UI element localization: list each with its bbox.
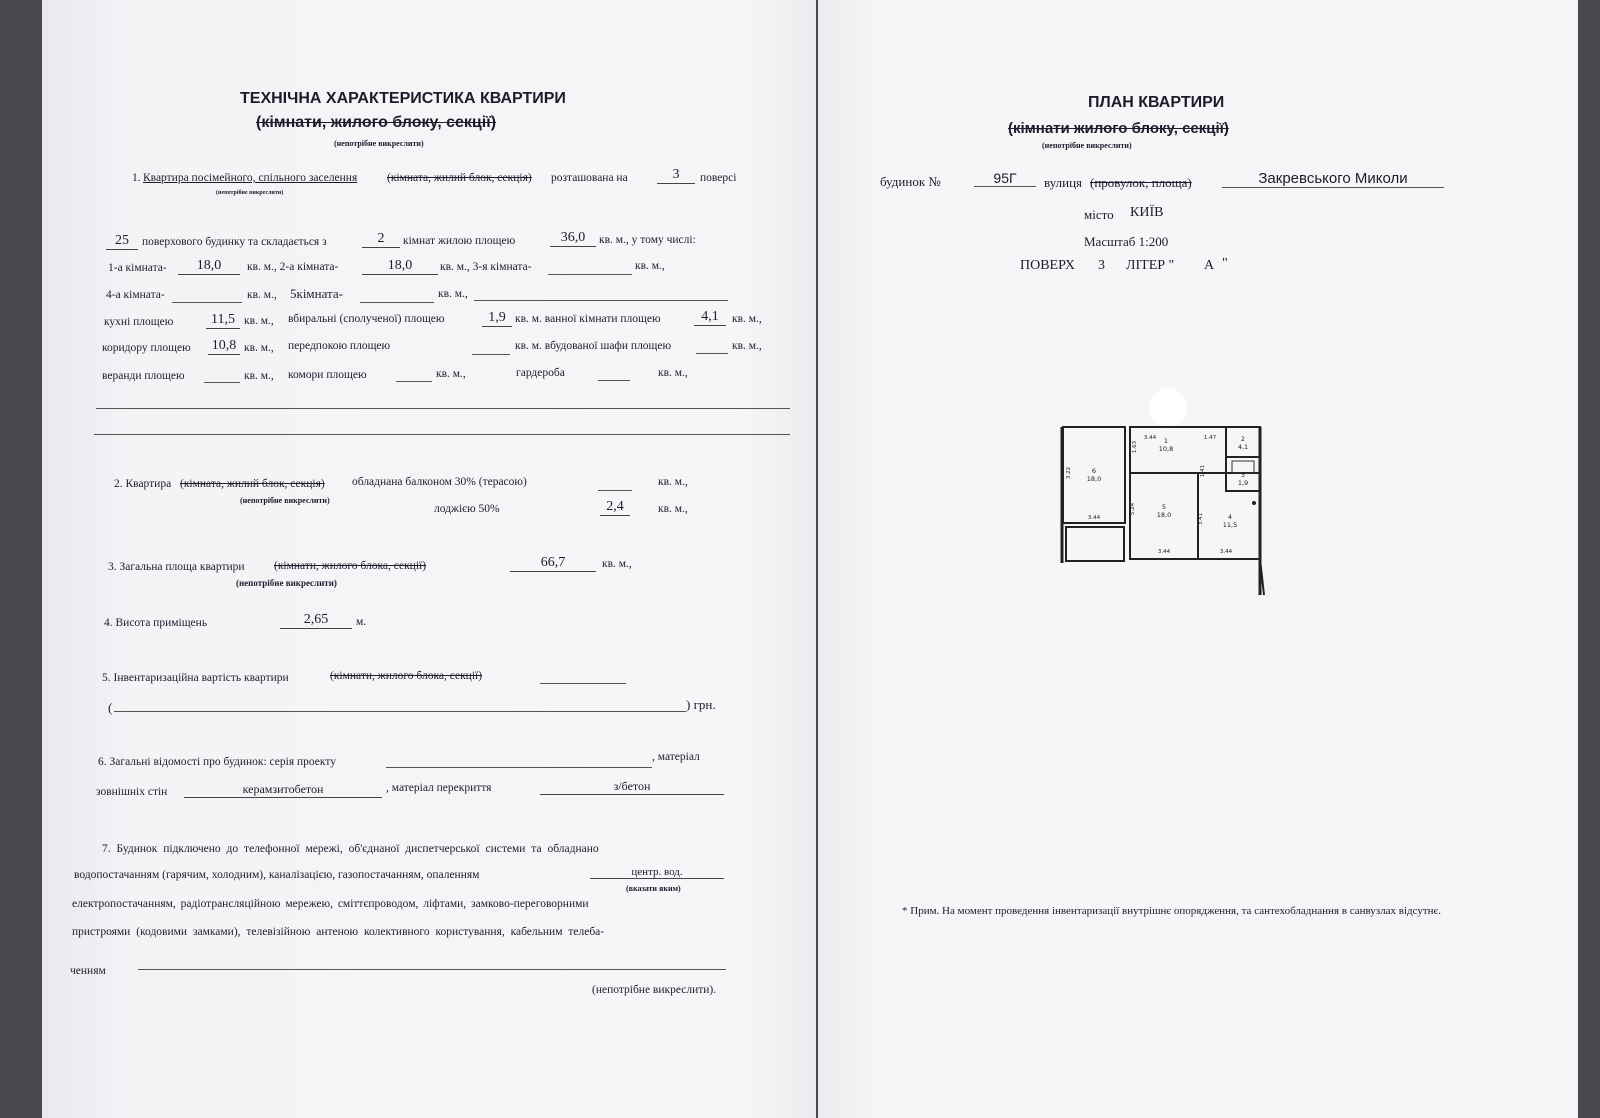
letter-label: ЛІТЕР " [1126,258,1175,273]
s7-line2: водопостачанням (гарячим, холодним), каналізацією, газопостачанням, опаленням [74,869,480,881]
s1-strike-a: (кімната, жилий блок, секція) [387,172,532,184]
floor-plan [1058,385,1278,603]
plan-dimension: 1.41 [1200,464,1206,478]
s2-unit2: кв. м., [658,503,688,515]
plan-room-area: 10,8 [1158,445,1174,453]
plan-footnote: * Прим. На момент проведення інвентаризації внутрішнє опорядження, та сантехобладнання в санвузлах відсутнє. [902,905,1442,917]
scale-text: Масштаб 1:200 [1084,234,1169,249]
floor-value: 3 [1098,258,1105,273]
s4-text: 4. Висота приміщень [104,617,208,629]
city-label: місто [1084,207,1114,222]
house-field: 95Г [974,170,1036,187]
s5-unit: ) грн. [686,697,716,712]
kitchen-label: кухні площею [104,316,174,328]
hall-label: передпокою площею [288,340,391,352]
corridor-field: 10,8 [208,338,240,355]
plan-dimension: 3.44 [1087,515,1101,521]
plan-room-area: 4,1 [1237,443,1249,451]
plan-room-number: 1 [1163,437,1169,445]
s2-strike: (кімната, жилий блок, секція) [180,478,325,490]
s7-heating-note: (вказати яким) [626,884,681,893]
s2-text-b: обладнана балконом 30% (терасою) [352,476,527,488]
wardrobe-unit: кв. м., [732,340,762,352]
s1-text-c: поверсі [700,172,737,184]
plan-dimension: 3.22 [1066,466,1072,480]
living-area-field: 36,0 [550,230,596,247]
plan-dimension: 5.24 [1130,502,1136,516]
plan-dimension: 1.63 [1132,440,1138,454]
wc-field: 1,9 [482,310,512,327]
walls-label: зовнішніх стін [96,786,168,798]
plan-dimension: 3.44 [1157,549,1171,555]
wardrobe-label: кв. м. вбудованої шафи площею [515,340,672,352]
floors-field: з/бетон [540,779,724,795]
room4-label: 4-а кімната- [106,289,165,301]
pantry-label: комори площею [288,369,367,381]
plan-room-number: 3 [1240,471,1246,479]
plan-room-area: 18,0 [1086,475,1102,483]
kitchen-field: 11,5 [206,312,240,329]
wc-label: вбиральні (сполученої) площею [288,313,445,325]
s6-text-a: 6. Загальні відомості про будинок: серія проекту [98,756,336,768]
total-area-field: 66,7 [510,555,596,572]
doc-title: ТЕХНІЧНА ХАРАКТЕРИСТИКА КВАРТИРИ [240,90,566,107]
bath-label: кв. м. ванної кімнати площею [515,313,661,325]
s3-text: 3. Загальна площа квартири [108,561,245,573]
pantry-unit: кв. м., [436,368,466,380]
s1-note: (непотрібне викреслити) [216,190,284,196]
street-label: вулиця [1044,175,1083,190]
street-field: Закревського Миколи [1222,170,1444,188]
floor-label: ПОВЕРХ [1020,258,1076,273]
room1-field: 18,0 [178,258,240,275]
plan-dimension: 1.47 [1203,435,1217,441]
walls-field: керамзитобетон [184,782,382,798]
room4-unit: кв. м., [247,289,277,301]
city-field: КИЇВ [1130,205,1164,220]
s2-unit1: кв. м., [658,476,688,488]
s7-line1: 7. Будинок підключено до телефонної мережі, об'єднаної диспетчерської системи та обладнано [102,843,599,855]
floors-label: , матеріал перекриття [386,782,492,794]
plan-room-number: 5 [1161,503,1167,511]
s2-note: (непотрібне викреслити) [240,496,330,505]
s5-paren: ( [108,700,113,715]
floor-field: 3 [657,167,695,184]
room3-label: кв. м., 3-я кімната- [440,261,532,273]
s7-note: (непотрібне викреслити). [592,984,717,996]
plan-subtitle: (кімнати жилого блоку, секції) [1008,120,1229,137]
room3-unit: кв. м., [635,260,665,272]
plan-room-number: 2 [1240,435,1246,443]
veranda-unit: кв. м., [244,370,274,382]
kitchen-unit: кв. м., [244,315,274,327]
heating-field: центр. вод. [590,866,724,879]
s1-prefix: 1. [132,172,141,184]
s1-text-e: кімнат жилою площею [403,235,516,247]
s3-unit: кв. м., [602,558,632,570]
plan-room-area: 18,0 [1156,511,1172,519]
street-strike: (провулок, площа) [1090,175,1192,190]
room1-label: 1-а кімната- [108,262,167,274]
s1-text-d: поверхового будинку та складається з [142,236,327,248]
plan-title: ПЛАН КВАРТИРИ [1088,94,1225,111]
s2-text-a: 2. Квартира [114,478,172,490]
height-field: 2,65 [280,612,352,629]
s3-note: (непотрібне викреслити) [236,578,337,588]
letter-tail: " [1222,256,1228,271]
veranda-label: веранди площею [102,370,185,382]
plan-room-number: 4 [1227,513,1233,521]
room5-unit: кв. м., [438,288,468,300]
s7-line4: пристроями (кодовими замками), телевізійною антеною колективного користування, кабельним телеба- [72,926,605,938]
loggia-outline [1066,527,1124,561]
dressing-unit: кв. м., [658,367,688,379]
letter-value: А [1204,258,1215,273]
plan-room-area: 1,9 [1237,479,1249,487]
doc-subtitle: (кімнати, жилого блоку, секції) [256,114,497,131]
s1-text-b: розташована на [551,172,628,184]
loggia-field: 2,4 [600,499,630,516]
right-page [818,0,1578,1118]
plan-dimension: 3.44 [1143,435,1157,441]
strike-note: (непотрібне викреслити) [334,139,424,148]
bath-unit: кв. м., [732,313,762,325]
plan-dimension: 3.41 [1198,512,1204,526]
room5-label: 5кімната- [290,286,343,301]
s1-text-f: кв. м., у тому числі: [599,234,696,246]
s4-unit: м. [356,616,367,628]
s5-text: 5. Інвентаризаційна вартість квартири [102,672,289,684]
s3-strike: (кімнати, жилого блока, секції) [274,560,427,572]
corridor-label: коридору площею [102,342,191,354]
s7-line3: електропостачанням, радіотрансляційною мережею, сміттєпроводом, ліфтами, замково-переговорними [72,898,589,910]
s5-strike: (кімнати, жилого блока, секції) [330,670,483,682]
floors-total-field: 25 [106,233,138,250]
room2-label: кв. м., 2-а кімната- [247,261,339,273]
dressing-label: гардероба [516,367,565,379]
room-1-outline [1130,427,1226,473]
plan-strike-note: (непотрібне викреслити) [1042,141,1132,150]
bath-field: 4,1 [694,309,726,326]
room2-field: 18,0 [362,258,438,275]
plan-dimension: 3.44 [1219,549,1233,555]
left-page [42,0,816,1118]
s6-text-b: , матеріал [652,751,700,763]
plan-room-number: 6 [1091,467,1097,475]
s7-line5: ченням [70,965,106,977]
loggia-label: лоджією 50% [434,503,500,515]
corridor-unit: кв. м., [244,342,274,354]
s1-text-a: Квартира посімейного, спільного заселення [143,172,358,184]
plan-room-area: 11,5 [1222,521,1238,529]
house-label: будинок № [880,174,941,189]
rooms-field: 2 [362,231,400,248]
